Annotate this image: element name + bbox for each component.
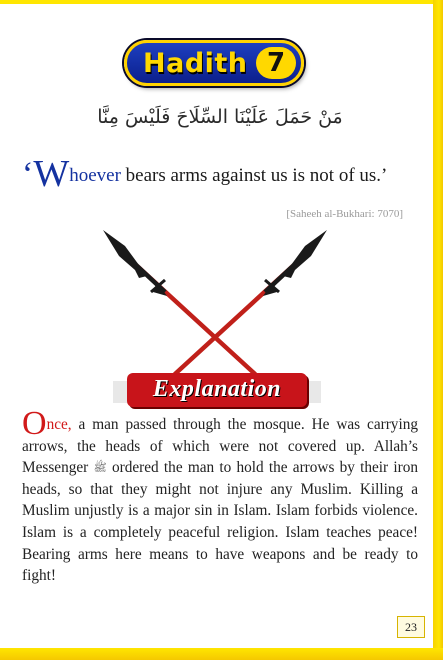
hadith-translation xyxy=(22,152,427,196)
page-border-right xyxy=(433,0,443,660)
hadith-title-badge xyxy=(124,40,304,86)
quote-open-mark: ‘ xyxy=(22,156,34,193)
quote-first-letter: W xyxy=(33,153,70,195)
hadith-reference: [Saheeh al-Bukhari: 7070] xyxy=(286,208,403,220)
page-number: 23 xyxy=(397,616,425,638)
left-spear xyxy=(103,230,255,374)
right-spear xyxy=(175,230,327,374)
paragraph-part-1: a man passed through the mosque. He was carrying arrows, the heads of which were not covered up. Allah’s Messenger xyxy=(22,416,418,477)
explanation-banner xyxy=(127,373,307,407)
drop-cap: O xyxy=(22,405,47,442)
paragraph-part-2: ordered the man to hold the arrows by their iron heads, so that they might not injure any Muslim. Killing a Muslim unjustly is a major sin in Islam. Islam forbids violence. Islam is a completely peaceful religion. Islam teaches peace! Bearing arms here means to have weapons and be ready to fight! xyxy=(22,459,419,585)
quote-first-word: hoever xyxy=(69,165,121,186)
crossed-spears-icon xyxy=(95,226,335,386)
lead-word: nce, xyxy=(46,416,72,433)
explanation-label: Explanation xyxy=(152,376,282,402)
arabic-hadith-text: مَنْ حَمَلَ عَلَيْنَا السِّلَاحَ فَلَيْسَ مِنَّا xyxy=(97,106,343,128)
hadith-number: 7 xyxy=(256,47,296,79)
quote-rest: bears arms against us is not of us.’ xyxy=(120,165,388,186)
peace-be-upon-him-icon: ﷺ xyxy=(93,461,107,475)
page-border-bottom xyxy=(0,648,443,660)
hadith-title-label: Hadith xyxy=(143,48,248,79)
explanation-paragraph xyxy=(22,405,419,587)
page-border-top xyxy=(0,0,443,4)
